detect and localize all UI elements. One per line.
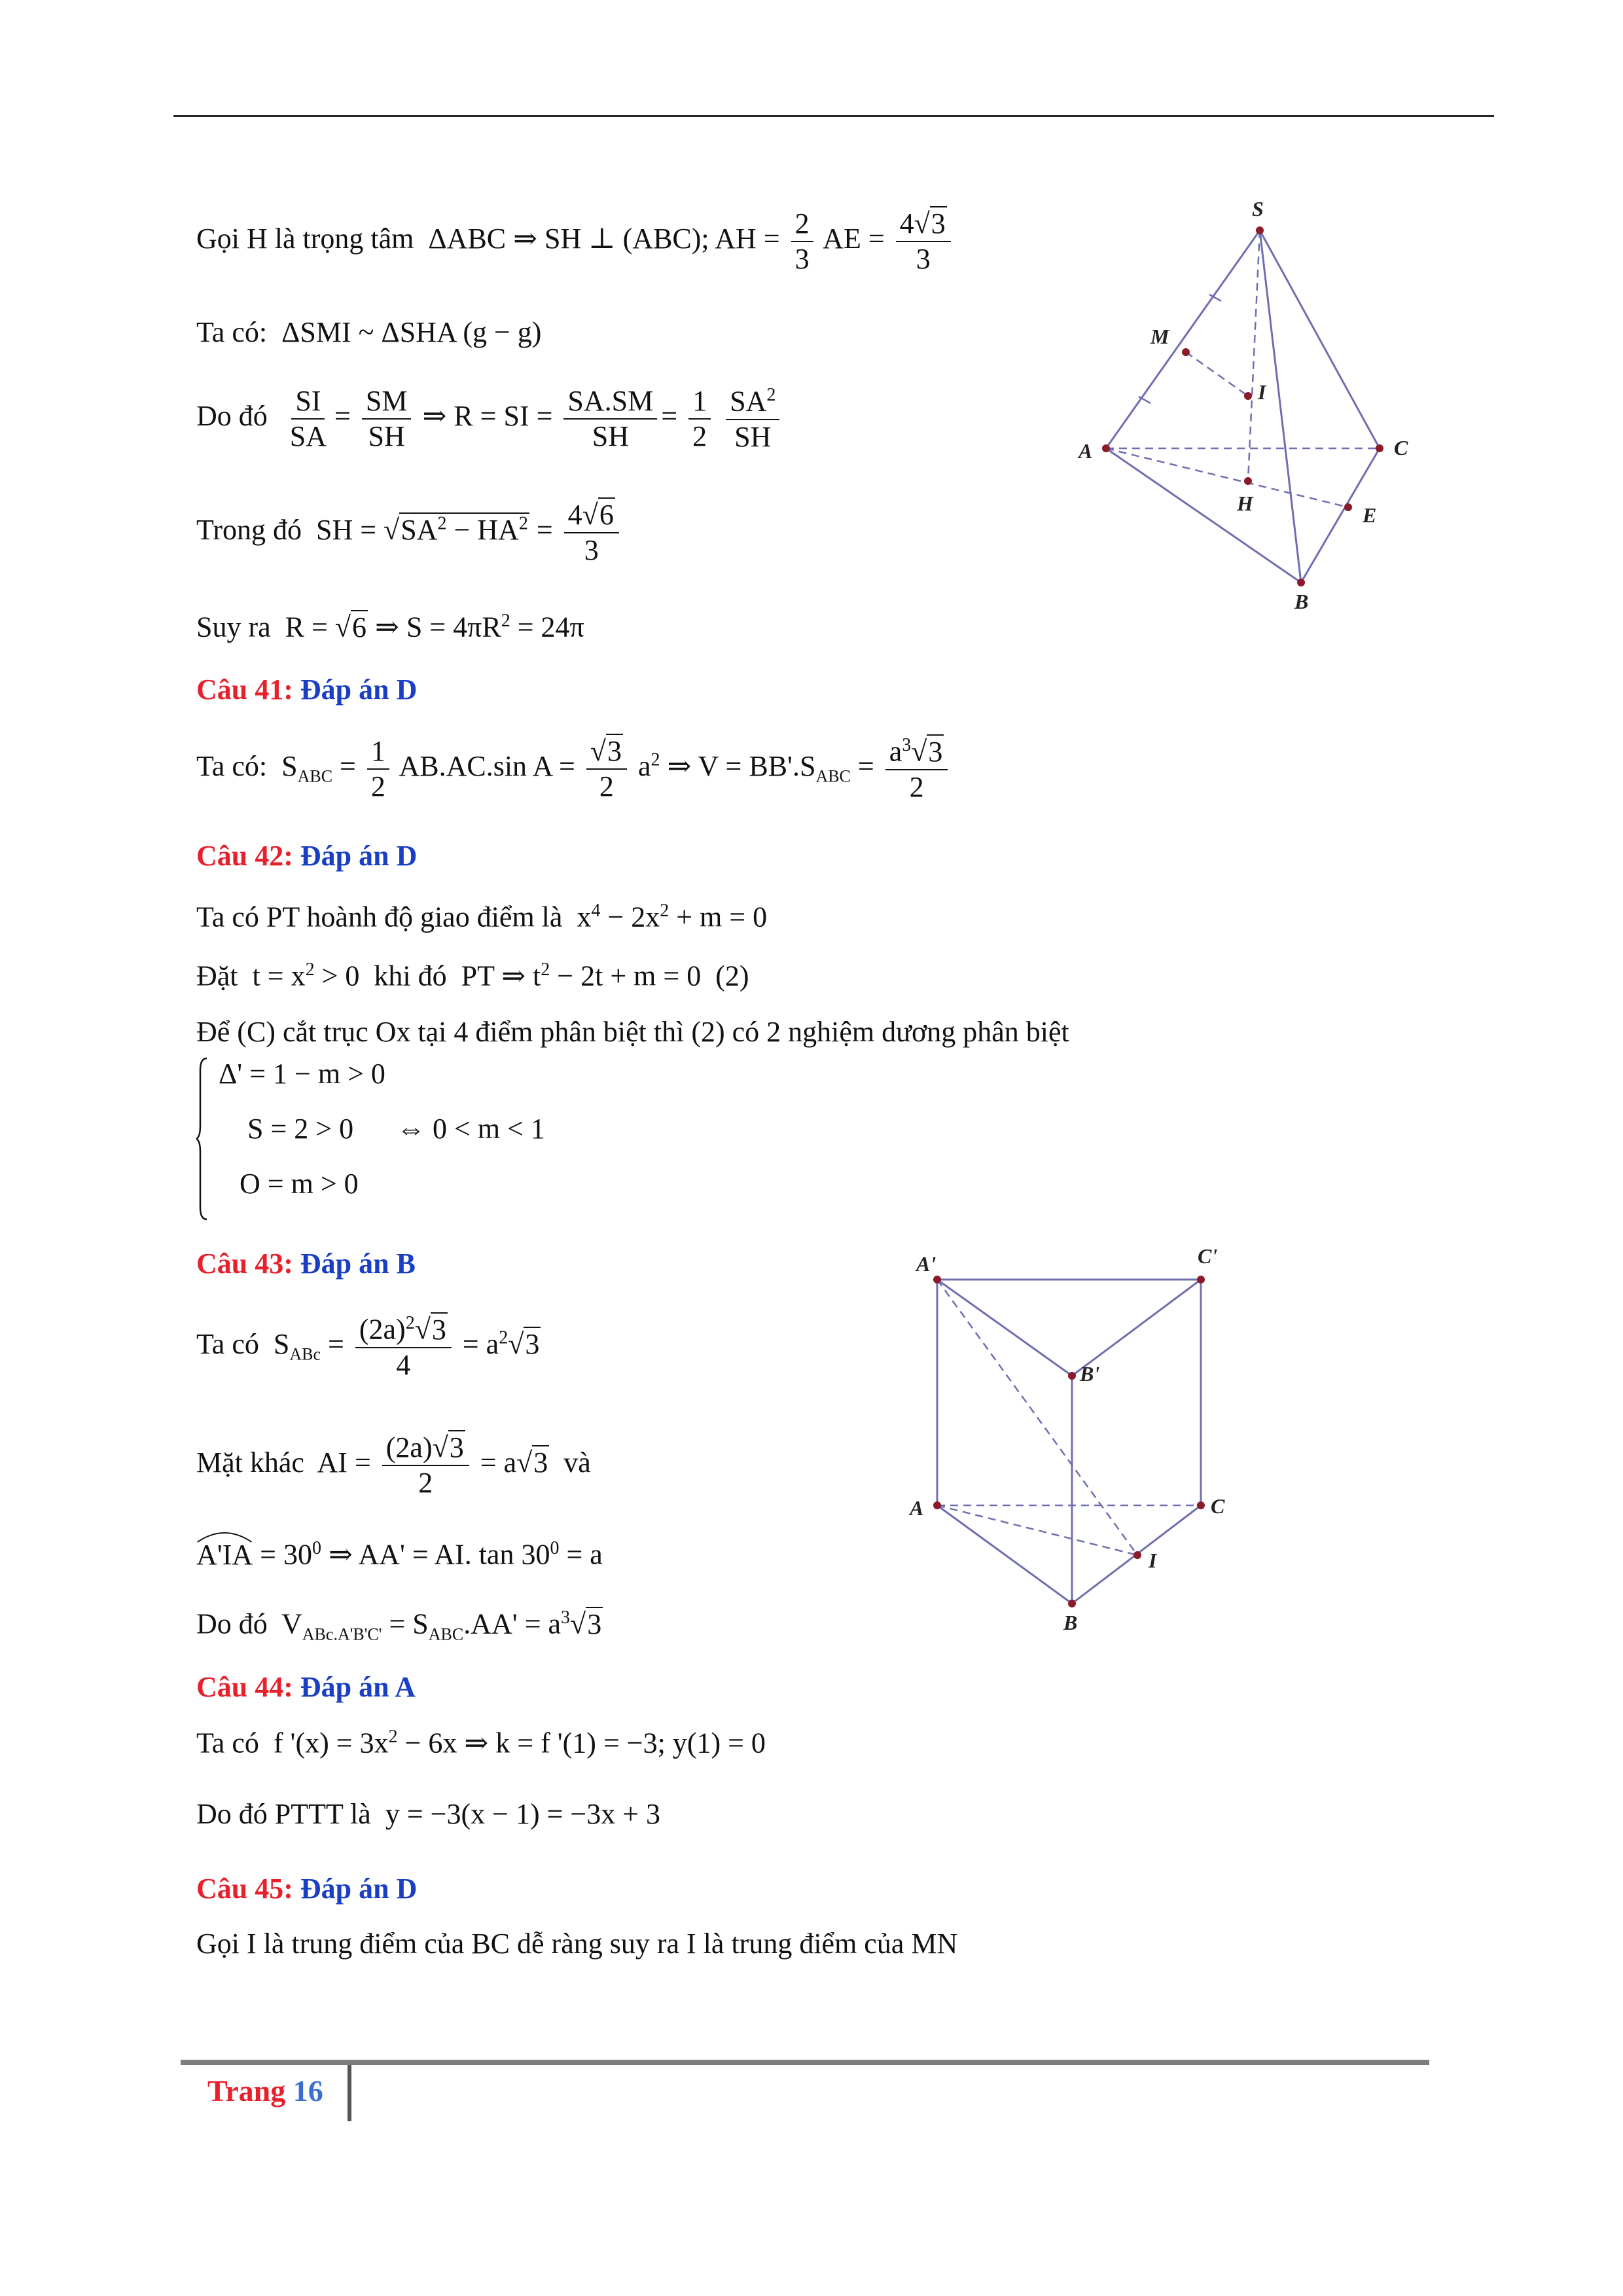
q40-line-5: Suy ra R = √6 ⇒ $S = 4\pi R^2 = 24\pi$ xyxy=(196,611,584,643)
q42-heading: Câu 42: Đáp án D xyxy=(196,840,418,872)
q42-line-2: Đặt $t = x^2 > 0$ khi đó PT ⇒ $t^2 - 2t + m = 0$ (2) xyxy=(196,960,749,992)
label-I: I xyxy=(1149,1549,1157,1572)
label-S: S xyxy=(1252,197,1264,221)
label-B: B xyxy=(1294,590,1309,613)
system-row-2: S = 2 > 0 xyxy=(247,1113,354,1145)
q40-line-4: Trong đó SH = $√SA^2 - HA^2$ = $\frac{4√6}{3}$ xyxy=(196,501,623,565)
label-C1: C' xyxy=(1198,1244,1218,1268)
point-A1 xyxy=(933,1276,941,1283)
point-B1 xyxy=(1068,1372,1076,1380)
footer-rule xyxy=(181,2060,1429,2065)
page-number: 16 xyxy=(293,2074,323,2108)
angle-arc-icon xyxy=(196,1528,253,1543)
q41-heading: Câu 41: Đáp án D xyxy=(196,673,418,706)
label-C: C xyxy=(1394,436,1408,459)
q40-line-1: Gọi H là trọng tâm ΔABC ⇒ SH ⊥ (ABC); AH = $\frac{2}{3}$ AE = $\frac{4√3}{3}$ xyxy=(196,209,955,274)
q44-line-1: Ta có f '$(x) = 3x^2 - 6x$ ⇒ k = f '(1) = −3; y(1) = 0 xyxy=(196,1727,766,1759)
q42-line-3: Để (C) cắt trục Ox tại 4 điểm phân biệt thì (2) có 2 nghiệm dương phân biệt xyxy=(196,1016,1069,1048)
system-row-1: Δ' = 1 − m > 0 xyxy=(219,1058,385,1090)
point-C xyxy=(1197,1501,1205,1509)
prism-figure xyxy=(890,1230,1257,1636)
q44-heading: Câu 44: Đáp án A xyxy=(196,1671,416,1703)
q42-system xyxy=(196,1057,589,1221)
label-A: A xyxy=(1079,439,1093,463)
q42-line-1: Ta có PT hoành độ giao điểm là $x^4 - 2x^2 + m = 0$ xyxy=(196,901,768,933)
page-footer: Trang 16 xyxy=(207,2074,323,2108)
label-A: A xyxy=(910,1496,924,1520)
tetrahedron-figure xyxy=(1060,183,1427,615)
q43-line-4: Do đó $V_{ABc.A'B'C'} = S_{ABC}.AA' = a^3√3$ xyxy=(196,1607,602,1644)
point-B xyxy=(1297,579,1305,586)
label-B1: B' xyxy=(1080,1362,1100,1386)
q45-line-1: Gọi I là trung điểm của BC dễ ràng suy ra I là trung điểm của MN xyxy=(196,1928,958,1960)
point-A xyxy=(1102,444,1110,452)
brace-icon xyxy=(196,1057,208,1221)
point-I xyxy=(1133,1551,1141,1559)
q43-line-1: Ta có $S_{ABc}$ = $\frac{(2a)^2√3}{4}$ = $a^2√3$ xyxy=(196,1313,540,1381)
q43-line-2: Mặt khác AI = $\frac{(2a)√3}{2}$ = a√3 và xyxy=(196,1431,591,1499)
point-M xyxy=(1182,348,1190,356)
q43-heading: Câu 43: Đáp án B xyxy=(196,1247,416,1280)
point-B xyxy=(1068,1600,1076,1607)
label-A1: A' xyxy=(916,1252,936,1276)
q40-line-3: Do đó $\frac{SI}{SA}$ = $\frac{SM}{SH}$ ⇒ R = SI = $\frac{SA.SM}{SH}$ = $\frac{1}{2}$ $\frac{SA^2}{SH}$ xyxy=(196,386,783,452)
label-E: E xyxy=(1363,503,1377,527)
point-C xyxy=(1376,444,1383,452)
label-I: I xyxy=(1258,380,1266,404)
q45-heading: Câu 45: Đáp án D xyxy=(196,1873,418,1905)
footer-divider xyxy=(348,2065,351,2121)
point-S xyxy=(1256,226,1264,234)
point-H xyxy=(1244,477,1252,485)
system-result: ⇔ 0 < m < 1 xyxy=(397,1113,545,1145)
label-B: B xyxy=(1063,1611,1078,1634)
label-M: M xyxy=(1150,325,1169,348)
point-A xyxy=(933,1501,941,1509)
q41-line-1: Ta có: $S_{ABC}$ = $\frac{1}{2}$ AB.AC.sin A = $\frac{√3}{2}$ $a^2$ ⇒ $V = BB'.S_{ABC}$ = $\frac{a^3√3}{2}$ xyxy=(196,736,952,802)
q40-line-2: Ta có: ΔSMI ~ ΔSHA (g − g) xyxy=(196,316,542,348)
label-H: H xyxy=(1237,492,1253,515)
point-E xyxy=(1344,503,1352,511)
point-I xyxy=(1244,392,1252,400)
label-C: C xyxy=(1211,1494,1225,1518)
q43-line-3: $A'IA = 30^0$ ⇒ AA' = AI. $\tan 30^0 = a$ xyxy=(196,1539,603,1570)
point-C1 xyxy=(1197,1276,1205,1283)
top-rule xyxy=(173,115,1494,117)
q44-line-2: Do đó PTTT là y = −3(x − 1) = −3x + 3 xyxy=(196,1798,661,1830)
system-row-3: O = m > 0 xyxy=(240,1168,359,1200)
